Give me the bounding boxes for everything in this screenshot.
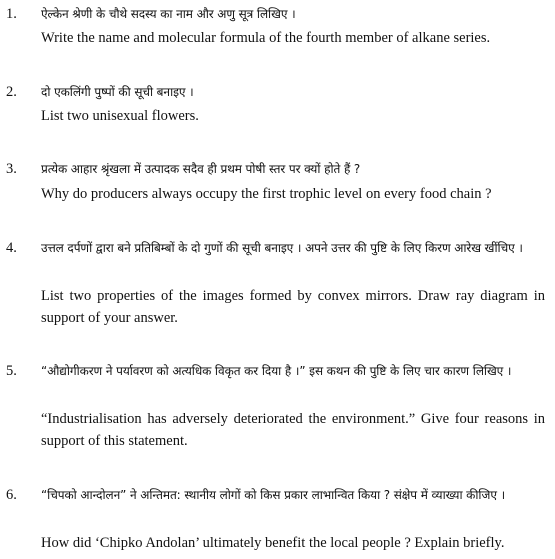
question-text-english: List two properties of the images formed by convex mirrors. Draw ray diagram in support of your answer. (41, 288, 545, 326)
question-text-hindi: उत्तल दर्पणों द्वारा बने प्रतिबिम्बों के दो गुणों की सूची बनाइए । अपने उत्तर की पुष्टि के लिए किरण आरेख खींचिए । (41, 241, 523, 255)
question-number: 6. (6, 487, 17, 503)
question-text-english: How did ‘Chipko Andolan’ ultimately benefit the local people ? Explain briefly. (41, 535, 505, 551)
question-text-hindi: “औद्योगीकरण ने पर्यावरण को अत्यधिक विकृत कर दिया है ।” इस कथन की पुष्टि के लिए चार कारण लिखिए । (41, 364, 512, 378)
question-text-english: List two unisexual flowers. (41, 108, 199, 124)
question-text-hindi: प्रत्येक आहार श्रृंखला में उत्पादक सदैव ही प्रथम पोषी स्तर पर क्यों होते हैं ? (41, 162, 361, 176)
question-text-hindi: ऐल्केन श्रेणी के चौथे सदस्य का नाम और अणु सूत्र लिखिए । (41, 7, 296, 21)
question-number: 1. (6, 6, 17, 22)
question-text-hindi: “चिपको आन्दोलन” ने अन्तिमत: स्थानीय लोगों को किस प्रकार लाभान्वित किया ? संक्षेप में व्याख्या कीजिए । (41, 488, 506, 502)
question-number: 2. (6, 84, 17, 100)
question-text-hindi: दो एकलिंगी पुष्पों की सूची बनाइए । (41, 85, 194, 99)
question-number: 3. (6, 161, 17, 177)
question-text-english: “Industrialisation has adversely deteriorated the environment.” Give four reasons in support of this statement. (41, 411, 545, 449)
question-number: 4. (6, 240, 17, 256)
question-text-english: Why do producers always occupy the first trophic level on every food chain ? (41, 186, 492, 202)
question-text-english: Write the name and molecular formula of the fourth member of alkane series. (41, 30, 491, 46)
question-number: 5. (6, 363, 17, 379)
